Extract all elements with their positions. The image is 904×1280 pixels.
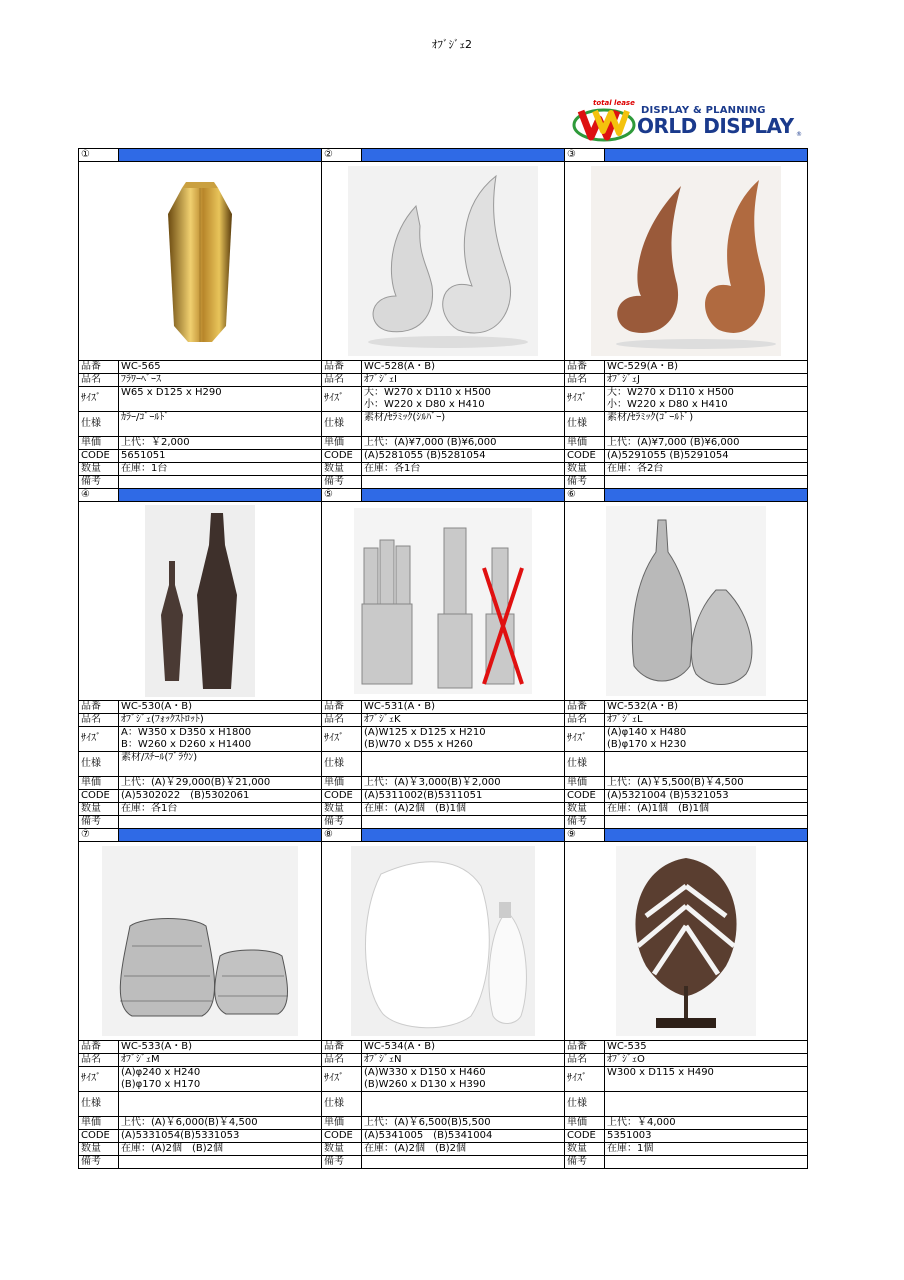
remarks-label: 備考 xyxy=(79,816,119,829)
size-line-2: 小：W220 x D80 x H410 xyxy=(364,399,485,410)
product-name-value: ｵﾌﾞｼﾞｪK xyxy=(362,714,565,727)
stock-code-label: CODE xyxy=(322,790,362,803)
stock-code-value: (A)5331054(B)5331053 xyxy=(119,1130,322,1143)
page-title: ｵﾌﾞｼﾞｪ2 xyxy=(432,38,472,51)
product-size-label: ｻｲｽﾞ xyxy=(322,387,362,412)
product-code-value: WC-565 xyxy=(119,361,322,374)
product-name-label: 品名 xyxy=(322,714,362,727)
product-spec-label: 仕様 xyxy=(79,412,119,437)
unit-price-label: 単価 xyxy=(79,777,119,790)
item-number: ① xyxy=(79,149,119,162)
item-number: ⑦ xyxy=(79,829,119,842)
product-name-label: 品名 xyxy=(79,714,119,727)
product-size-label: ｻｲｽﾞ xyxy=(79,727,119,752)
stock-code-value: (A)5302022 (B)5302061 xyxy=(119,790,322,803)
product-code-value: WC-534(A・B) xyxy=(362,1041,565,1054)
product-code-label: 品番 xyxy=(79,361,119,374)
product-image-cell xyxy=(565,162,808,361)
logo-company-name: ORLD DISPLAY xyxy=(637,114,794,138)
product-spec-value xyxy=(119,1092,322,1117)
silver-tube-vases-image xyxy=(322,508,564,694)
item-header-bar xyxy=(605,149,808,162)
stock-code-label: CODE xyxy=(565,450,605,463)
product-spec-label: 仕様 xyxy=(565,412,605,437)
quantity-value: 在庫：各1台 xyxy=(362,463,565,476)
product-spec-value: ｶﾗｰ/ｺﾞｰﾙﾄﾞ xyxy=(119,412,322,437)
product-spec-value: 素材/ｽﾁｰﾙ(ﾌﾞﾗｳﾝ) xyxy=(119,752,322,777)
product-image-cell xyxy=(322,502,565,701)
quantity-label: 数量 xyxy=(565,463,605,476)
quantity-label: 数量 xyxy=(322,463,362,476)
stock-code-value: (A)5321004 (B)5321053 xyxy=(605,790,808,803)
product-size-label: ｻｲｽﾞ xyxy=(79,1067,119,1092)
product-image-cell xyxy=(79,162,322,361)
quantity-value: 在庫：(A)2個 (B)1個 xyxy=(362,803,565,816)
gold-vase-image xyxy=(79,166,321,356)
unit-price-value: 上代：(A)￥6,500(B)5,500 xyxy=(362,1117,565,1130)
stock-code-label: CODE xyxy=(565,1130,605,1143)
product-name-label: 品名 xyxy=(565,714,605,727)
product-name-value: ｵﾌﾞｼﾞｪM xyxy=(119,1054,322,1067)
remarks-value xyxy=(605,816,808,829)
stock-code-value: (A)5281055 (B)5281054 xyxy=(362,450,565,463)
product-size-label: ｻｲｽﾞ xyxy=(79,387,119,412)
bronze-swirl-objet-image xyxy=(565,166,807,356)
unit-price-label: 単価 xyxy=(565,777,605,790)
size-line-1: (A)W125 x D125 x H210 xyxy=(364,727,486,738)
product-name-value: ｵﾌﾞｼﾞｪO xyxy=(605,1054,808,1067)
product-code-label: 品番 xyxy=(79,1041,119,1054)
item-number: ② xyxy=(322,149,362,162)
stock-code-value: (A)5291055 (B)5291054 xyxy=(605,450,808,463)
quantity-value: 在庫：1個 xyxy=(605,1143,808,1156)
product-name-value: ｵﾌﾞｼﾞｪI xyxy=(362,374,565,387)
remarks-label: 備考 xyxy=(79,476,119,489)
item-number: ③ xyxy=(565,149,605,162)
product-size-value xyxy=(605,727,808,752)
remarks-value xyxy=(119,1156,322,1169)
remarks-label: 備考 xyxy=(565,476,605,489)
unit-price-label: 単価 xyxy=(322,777,362,790)
product-spec-label: 仕様 xyxy=(565,752,605,777)
remarks-label: 備考 xyxy=(322,476,362,489)
item-number: ⑤ xyxy=(322,489,362,502)
product-size-value xyxy=(119,387,322,412)
size-line-1: (A)φ140 x H480 xyxy=(607,727,687,738)
product-size-label: ｻｲｽﾞ xyxy=(322,727,362,752)
product-spec-value xyxy=(605,1092,808,1117)
product-spec-value xyxy=(605,752,808,777)
quantity-label: 数量 xyxy=(565,1143,605,1156)
item-header-bar xyxy=(362,829,565,842)
quantity-label: 数量 xyxy=(565,803,605,816)
stock-code-label: CODE xyxy=(322,1130,362,1143)
product-name-value: ｵﾌﾞｼﾞｪ(ﾌｫｯｸｽﾄﾛｯﾄ) xyxy=(119,714,322,727)
size-line-1: (A)W330 x D150 x H460 xyxy=(364,1067,486,1078)
product-size-label: ｻｲｽﾞ xyxy=(565,727,605,752)
remarks-value xyxy=(362,816,565,829)
stock-code-value: (A)5311002(B)5311051 xyxy=(362,790,565,803)
product-size-value xyxy=(362,727,565,752)
product-name-value: ﾌﾗﾜｰﾍﾞｰｽ xyxy=(119,374,322,387)
item-header-bar xyxy=(119,149,322,162)
product-name-label: 品名 xyxy=(79,374,119,387)
product-name-value: ｵﾌﾞｼﾞｪJ xyxy=(605,374,808,387)
product-code-label: 品番 xyxy=(79,701,119,714)
monstera-leaf-sculpture-image xyxy=(565,846,807,1036)
unit-price-label: 単価 xyxy=(322,1117,362,1130)
silver-lattice-pots-image xyxy=(79,846,321,1036)
item-header-bar xyxy=(362,489,565,502)
product-spec-label: 仕様 xyxy=(79,1092,119,1117)
product-spec-label: 仕様 xyxy=(79,752,119,777)
product-name-value: ｵﾌﾞｼﾞｪN xyxy=(362,1054,565,1067)
product-spec-label: 仕様 xyxy=(322,752,362,777)
logo-tagline: DISPLAY & PLANNING xyxy=(641,105,766,116)
product-code-label: 品番 xyxy=(322,1041,362,1054)
quantity-value: 在庫：各2台 xyxy=(605,463,808,476)
product-name-label: 品名 xyxy=(565,374,605,387)
product-spec-label: 仕様 xyxy=(322,1092,362,1117)
product-code-value: WC-532(A・B) xyxy=(605,701,808,714)
item-number: ⑨ xyxy=(565,829,605,842)
faceted-silver-vases-image xyxy=(565,506,807,696)
quantity-value: 在庫：(A)2個 (B)2個 xyxy=(362,1143,565,1156)
product-image-cell xyxy=(79,842,322,1041)
product-size-value xyxy=(362,387,565,412)
product-code-value: WC-528(A・B) xyxy=(362,361,565,374)
product-image-cell xyxy=(565,502,808,701)
unit-price-label: 単価 xyxy=(565,1117,605,1130)
item-number: ⑧ xyxy=(322,829,362,842)
product-code-value: WC-533(A・B) xyxy=(119,1041,322,1054)
product-size-label: ｻｲｽﾞ xyxy=(322,1067,362,1092)
unit-price-value: 上代：(A)￥3,000(B)￥2,000 xyxy=(362,777,565,790)
size-line-2: (B)φ170 x H170 xyxy=(121,1079,201,1090)
size-line-2: (B)W70 x D55 x H260 xyxy=(364,739,473,750)
size-line-1: A：W350 x D350 x H1800 xyxy=(121,727,252,738)
product-code-label: 品番 xyxy=(322,701,362,714)
size-line-1: 大：W270 x D110 x H500 xyxy=(607,387,734,398)
remarks-label: 備考 xyxy=(565,816,605,829)
product-code-value: WC-529(A・B) xyxy=(605,361,808,374)
size-line-1: W300 x D115 x H490 xyxy=(607,1067,714,1078)
product-image-cell xyxy=(79,502,322,701)
stock-code-label: CODE xyxy=(322,450,362,463)
stock-code-label: CODE xyxy=(79,1130,119,1143)
product-spec-value xyxy=(362,1092,565,1117)
quantity-label: 数量 xyxy=(322,803,362,816)
logo-small-text: total lease xyxy=(593,99,635,107)
unit-price-label: 単価 xyxy=(79,437,119,450)
product-code-label: 品番 xyxy=(565,361,605,374)
item-header-bar xyxy=(119,829,322,842)
item-header-bar xyxy=(119,489,322,502)
item-header-bar xyxy=(605,489,808,502)
remarks-value xyxy=(605,1156,808,1169)
product-name-label: 品名 xyxy=(565,1054,605,1067)
unit-price-value: 上代：(A)￥5,500(B)￥4,500 xyxy=(605,777,808,790)
unit-price-value: 上代：￥4,000 xyxy=(605,1117,808,1130)
unit-price-value: 上代：(A)¥7,000 (B)¥6,000 xyxy=(362,437,565,450)
size-line-1: 大：W270 x D110 x H500 xyxy=(364,387,491,398)
quantity-label: 数量 xyxy=(79,1143,119,1156)
remarks-value xyxy=(119,476,322,489)
quantity-value: 在庫：(A)1個 (B)1個 xyxy=(605,803,808,816)
product-code-label: 品番 xyxy=(565,701,605,714)
item-number: ⑥ xyxy=(565,489,605,502)
product-size-value xyxy=(119,1067,322,1092)
size-line-2: B：W260 x D260 x H1400 xyxy=(121,739,252,750)
product-size-label: ｻｲｽﾞ xyxy=(565,1067,605,1092)
product-name-label: 品名 xyxy=(322,1054,362,1067)
product-spec-label: 仕様 xyxy=(322,412,362,437)
product-spec-value xyxy=(362,752,565,777)
silver-swirl-objet-image xyxy=(322,166,564,356)
unit-price-label: 単価 xyxy=(565,437,605,450)
world-display-logo xyxy=(571,99,807,143)
quantity-value: 在庫：各1台 xyxy=(119,803,322,816)
stock-code-label: CODE xyxy=(565,790,605,803)
product-size-label: ｻｲｽﾞ xyxy=(565,387,605,412)
unit-price-label: 単価 xyxy=(79,1117,119,1130)
remarks-value xyxy=(362,476,565,489)
product-code-value: WC-535 xyxy=(605,1041,808,1054)
unit-price-value: 上代：(A)¥7,000 (B)¥6,000 xyxy=(605,437,808,450)
quantity-label: 数量 xyxy=(322,1143,362,1156)
stock-code-label: CODE xyxy=(79,790,119,803)
product-name-label: 品名 xyxy=(79,1054,119,1067)
size-line-1: (A)φ240 x H240 xyxy=(121,1067,201,1078)
unit-price-value: 上代：(A)￥29,000(B)￥21,000 xyxy=(119,777,322,790)
product-name-label: 品名 xyxy=(322,374,362,387)
product-size-value xyxy=(362,1067,565,1092)
stock-code-value: 5651051 xyxy=(119,450,322,463)
quantity-label: 数量 xyxy=(79,803,119,816)
quantity-value: 在庫：1台 xyxy=(119,463,322,476)
brown-steel-vases-image xyxy=(79,505,321,697)
product-size-value xyxy=(119,727,322,752)
item-header-bar xyxy=(362,149,565,162)
product-size-value xyxy=(605,1067,808,1092)
quantity-label: 数量 xyxy=(79,463,119,476)
item-header-bar xyxy=(605,829,808,842)
product-image-cell xyxy=(565,842,808,1041)
product-name-value: ｵﾌﾞｼﾞｪL xyxy=(605,714,808,727)
remarks-label: 備考 xyxy=(322,1156,362,1169)
logo-w-mark-icon xyxy=(571,105,637,143)
product-code-label: 品番 xyxy=(565,1041,605,1054)
stock-code-value: 5351003 xyxy=(605,1130,808,1143)
unit-price-value: 上代：￥2,000 xyxy=(119,437,322,450)
stock-code-value: (A)5341005 (B)5341004 xyxy=(362,1130,565,1143)
product-size-value xyxy=(605,387,808,412)
product-code-value: WC-531(A・B) xyxy=(362,701,565,714)
remarks-label: 備考 xyxy=(322,816,362,829)
logo-registered-mark: ® xyxy=(796,131,802,138)
remarks-value xyxy=(362,1156,565,1169)
product-spec-label: 仕様 xyxy=(565,1092,605,1117)
quantity-value: 在庫：(A)2個 (B)2個 xyxy=(119,1143,322,1156)
item-number: ④ xyxy=(79,489,119,502)
product-code-label: 品番 xyxy=(322,361,362,374)
size-line-2: (B)φ170 x H230 xyxy=(607,739,687,750)
size-line-2: (B)W260 x D130 x H390 xyxy=(364,1079,486,1090)
product-spec-value: 素材/ｾﾗﾐｯｸ(ｼﾙﾊﾞｰ) xyxy=(362,412,565,437)
white-faceted-vases-image xyxy=(322,846,564,1036)
product-image-cell xyxy=(322,162,565,361)
remarks-value xyxy=(605,476,808,489)
size-line-1: W65 x D125 x H290 xyxy=(121,387,222,398)
stock-code-label: CODE xyxy=(79,450,119,463)
product-catalog-table xyxy=(78,148,808,1169)
product-image-cell xyxy=(322,842,565,1041)
size-line-2: 小：W220 x D80 x H410 xyxy=(607,399,728,410)
remarks-value xyxy=(119,816,322,829)
product-spec-value: 素材/ｾﾗﾐｯｸ(ｺﾞｰﾙﾄﾞ) xyxy=(605,412,808,437)
unit-price-value: 上代：(A)￥6,000(B)￥4,500 xyxy=(119,1117,322,1130)
remarks-label: 備考 xyxy=(79,1156,119,1169)
remarks-label: 備考 xyxy=(565,1156,605,1169)
product-code-value: WC-530(A・B) xyxy=(119,701,322,714)
unit-price-label: 単価 xyxy=(322,437,362,450)
